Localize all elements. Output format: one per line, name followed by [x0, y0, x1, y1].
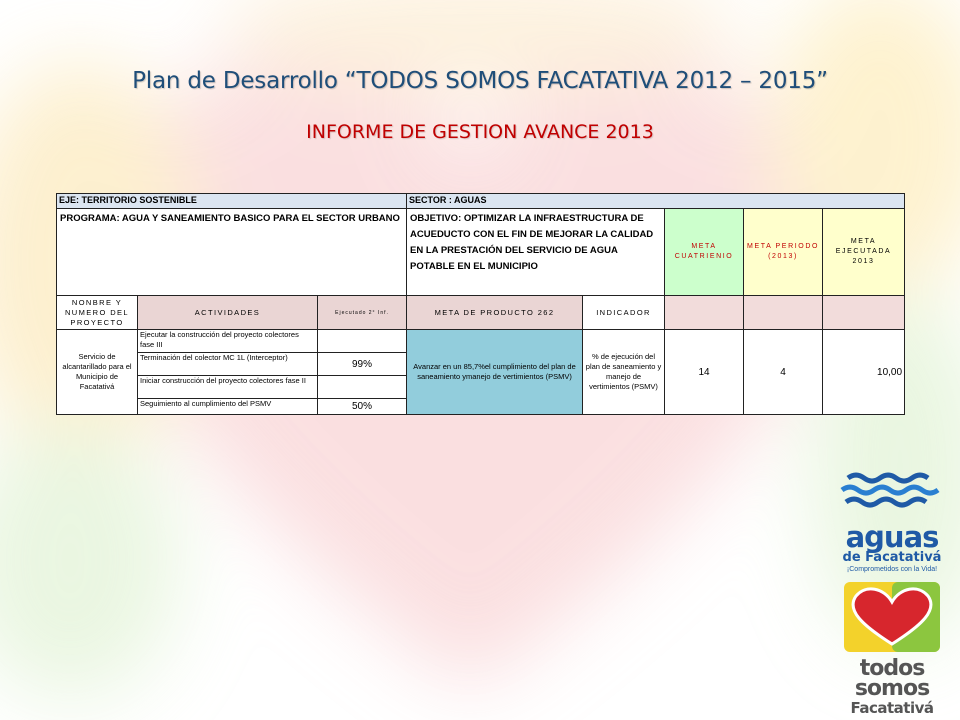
col-meta-producto-header: META DE PRODUCTO 262	[407, 296, 583, 330]
heart-icon	[842, 580, 942, 654]
todos-line2: somos	[854, 676, 930, 701]
todos-somos-logo	[842, 580, 942, 720]
report-table	[56, 193, 905, 415]
todos-line1: todos	[859, 656, 925, 681]
sector-cell: SECTOR : AGUAS	[407, 194, 905, 209]
aguas-subtitle: de Facatativá	[842, 550, 942, 565]
col-ejecutado-header: Ejecutado 2° Inf.	[318, 296, 407, 330]
programa-cell: PROGRAMA: AGUA Y SANEAMIENTO BASICO PARA EL SECTOR URBANO	[57, 209, 407, 296]
ejecutado-cell	[318, 376, 407, 399]
actividad-row: Terminación del colector MC 1L (Interceptor)	[138, 353, 318, 376]
ejecutado-cell	[318, 330, 407, 353]
proyecto-cell: Servicio de alcantarillado para el Municipio de Facatativá	[57, 330, 138, 415]
indicador-cell: % de ejecución del plan de saneamiento y manejo de vertimientos (PSMV)	[583, 330, 665, 415]
empty-header-cell	[744, 296, 823, 330]
value-cuatrienio: 14	[665, 330, 744, 415]
meta-cuatrienio-header: META CUATRIENIO	[665, 209, 744, 296]
waves-icon	[836, 468, 948, 518]
value-periodo: 4	[744, 330, 823, 415]
aguas-wordmark: aguas	[845, 520, 939, 554]
actividad-row: Seguimiento al cumplimiento del PSMV	[138, 399, 318, 415]
col-proyecto-header: NONBRE Y NUMERO DEL PROYECTO	[57, 296, 138, 330]
aguas-slogan: ¡Comprometidos con la Vida!	[846, 566, 938, 573]
meta-periodo-header: META PERIODO (2013)	[744, 209, 823, 296]
value-ejecutada: 10,00	[823, 330, 905, 415]
aguas-logo	[836, 468, 948, 574]
slide-subtitle: INFORME DE GESTION AVANCE 2013	[306, 121, 654, 143]
meta-ejecutada-header: META EJECUTADA 2013	[823, 209, 905, 296]
ejecutado-cell: 50%	[318, 399, 407, 415]
empty-header-cell	[665, 296, 744, 330]
meta-producto-cell: Avanzar en un 85,7%el cumplimiento del plan de saneamiento ymanejo de vertimientos (PSMV)	[407, 330, 583, 415]
actividad-row: Iniciar construcción del proyecto colectores fase II	[138, 376, 318, 399]
todos-line3: Facatativá	[850, 699, 934, 717]
empty-header-cell	[823, 296, 905, 330]
ejecutado-cell: 99%	[318, 353, 407, 376]
slide-title: Plan de Desarrollo “TODOS SOMOS FACATATIVA 2012 – 2015”	[132, 68, 828, 94]
col-actividades-header: ACTIVIDADES	[138, 296, 318, 330]
actividad-row: Ejecutar la construcción del proyecto colectores fase III	[138, 330, 318, 353]
eje-cell: EJE: TERRITORIO SOSTENIBLE	[57, 194, 407, 209]
col-indicador-header: INDICADOR	[583, 296, 665, 330]
objetivo-cell: OBJETIVO: OPTIMIZAR LA INFRAESTRUCTURA DE ACUEDUCTO CON EL FIN DE MEJORAR LA CALIDAD EN LA PRESTACIÓN DEL SERVICIO DE AGUA POTABLE EN EL MUNICIPIO	[407, 209, 665, 296]
